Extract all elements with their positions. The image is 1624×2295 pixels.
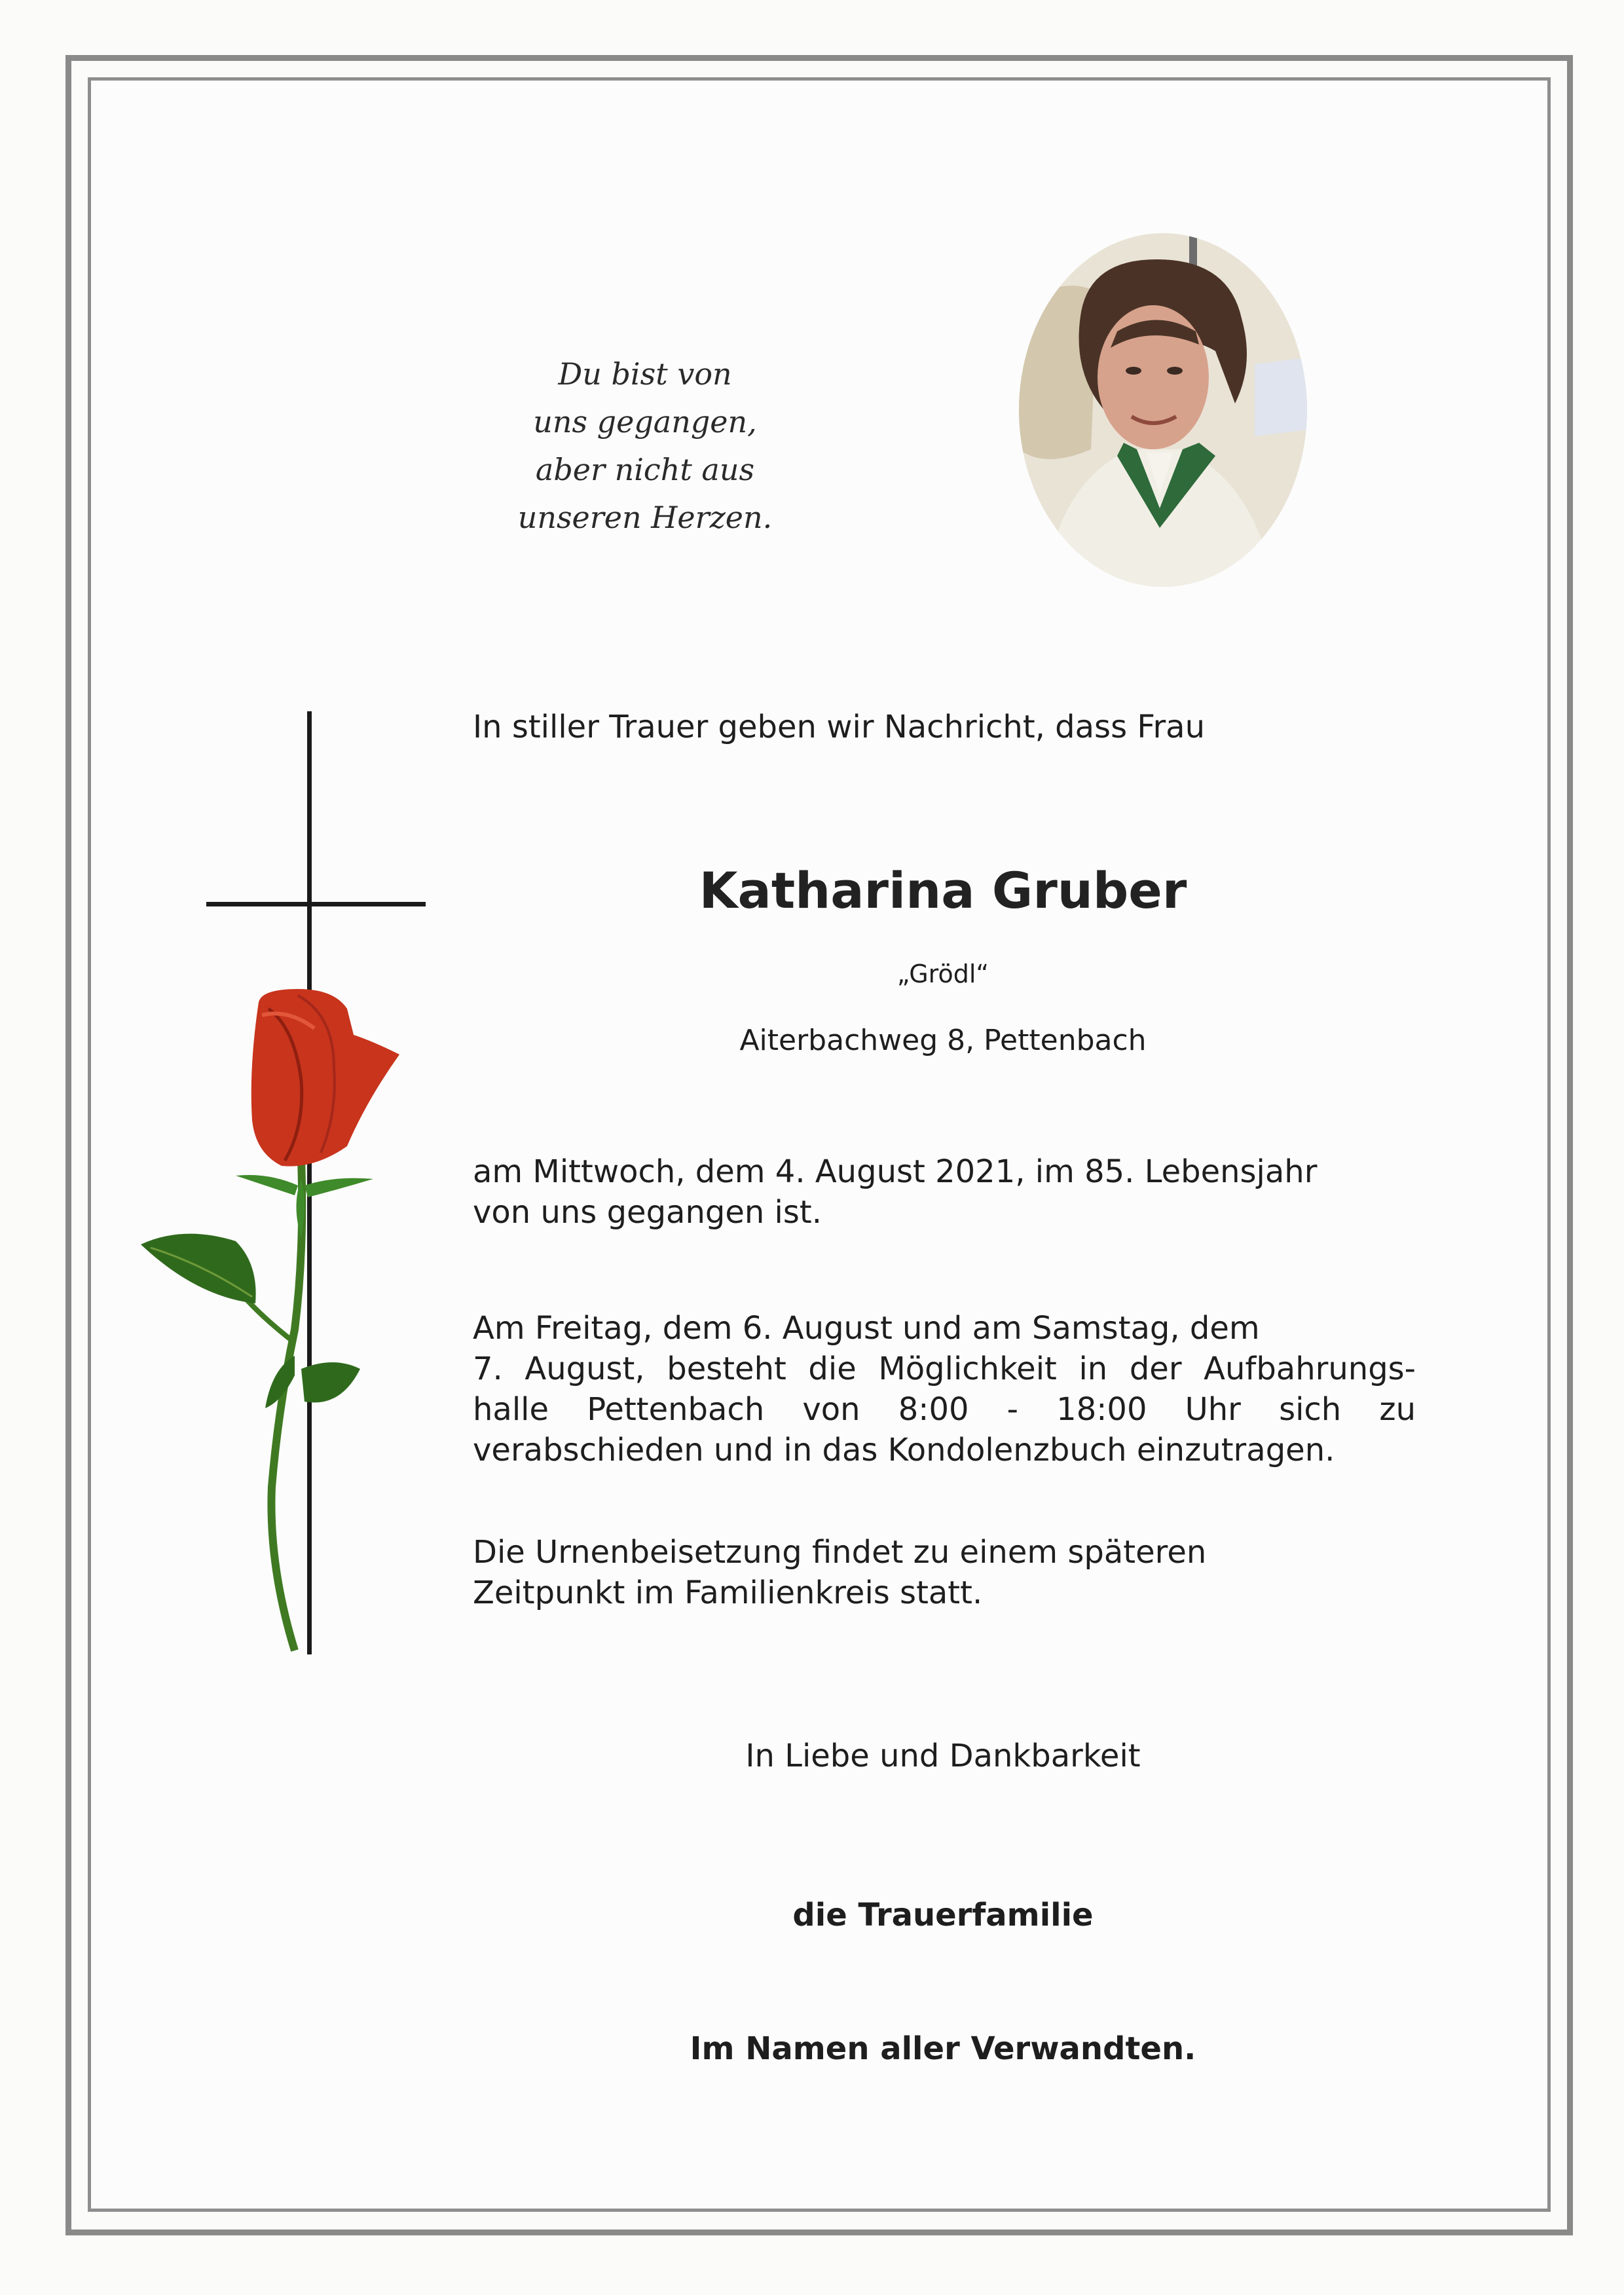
family-signature: die Trauerfamilie bbox=[792, 1897, 1094, 1933]
paragraph-line: von uns gegangen ist. bbox=[473, 1194, 822, 1231]
rose-icon bbox=[138, 989, 465, 1657]
paragraph-line: halle Pettenbach von 8:00 - 18:00 Uhr sich zu bbox=[473, 1391, 1416, 1428]
address: Aiterbachweg 8, Pettenbach bbox=[739, 1024, 1147, 1057]
nickname: „Grödl“ bbox=[896, 960, 989, 988]
paragraph-line: am Mittwoch, dem 4. August 2021, im 85. Lebensjahr bbox=[473, 1153, 1318, 1190]
deceased-name: Katharina Gruber bbox=[699, 861, 1187, 920]
paragraph-line: 7. August, besteht die Möglichkeit in der Aufbahrungs- bbox=[473, 1351, 1416, 1387]
cross-icon-bar bbox=[206, 902, 426, 906]
burial-paragraph bbox=[473, 1532, 1416, 1613]
paragraph-line: Am Freitag, dem 6. August und am Samstag, dem bbox=[473, 1310, 1260, 1347]
paragraph-line: Die Urnenbeisetzung findet zu einem späteren bbox=[473, 1534, 1207, 1571]
quote-line: unseren Herzen. bbox=[517, 500, 773, 535]
quote-line: aber nicht aus bbox=[535, 452, 755, 487]
intro-text: In stiller Trauer geben wir Nachricht, dass Frau bbox=[473, 709, 1206, 745]
quote-line: Du bist von bbox=[558, 356, 732, 392]
closing-greeting: In Liebe und Dankbarkeit bbox=[745, 1738, 1141, 1774]
paragraph-line: Zeitpunkt im Familienkreis statt. bbox=[473, 1575, 983, 1611]
paragraph-line: verabschieden und in das Kondolenzbuch einzutragen. bbox=[473, 1432, 1335, 1468]
relatives-signature: Im Namen aller Verwandten. bbox=[690, 2030, 1196, 2067]
portrait-photo bbox=[1019, 233, 1307, 587]
death-paragraph bbox=[473, 1151, 1416, 1233]
memorial-quote bbox=[458, 350, 832, 542]
quote-line: uns gegangen, bbox=[533, 404, 757, 439]
viewing-paragraph bbox=[473, 1308, 1416, 1470]
